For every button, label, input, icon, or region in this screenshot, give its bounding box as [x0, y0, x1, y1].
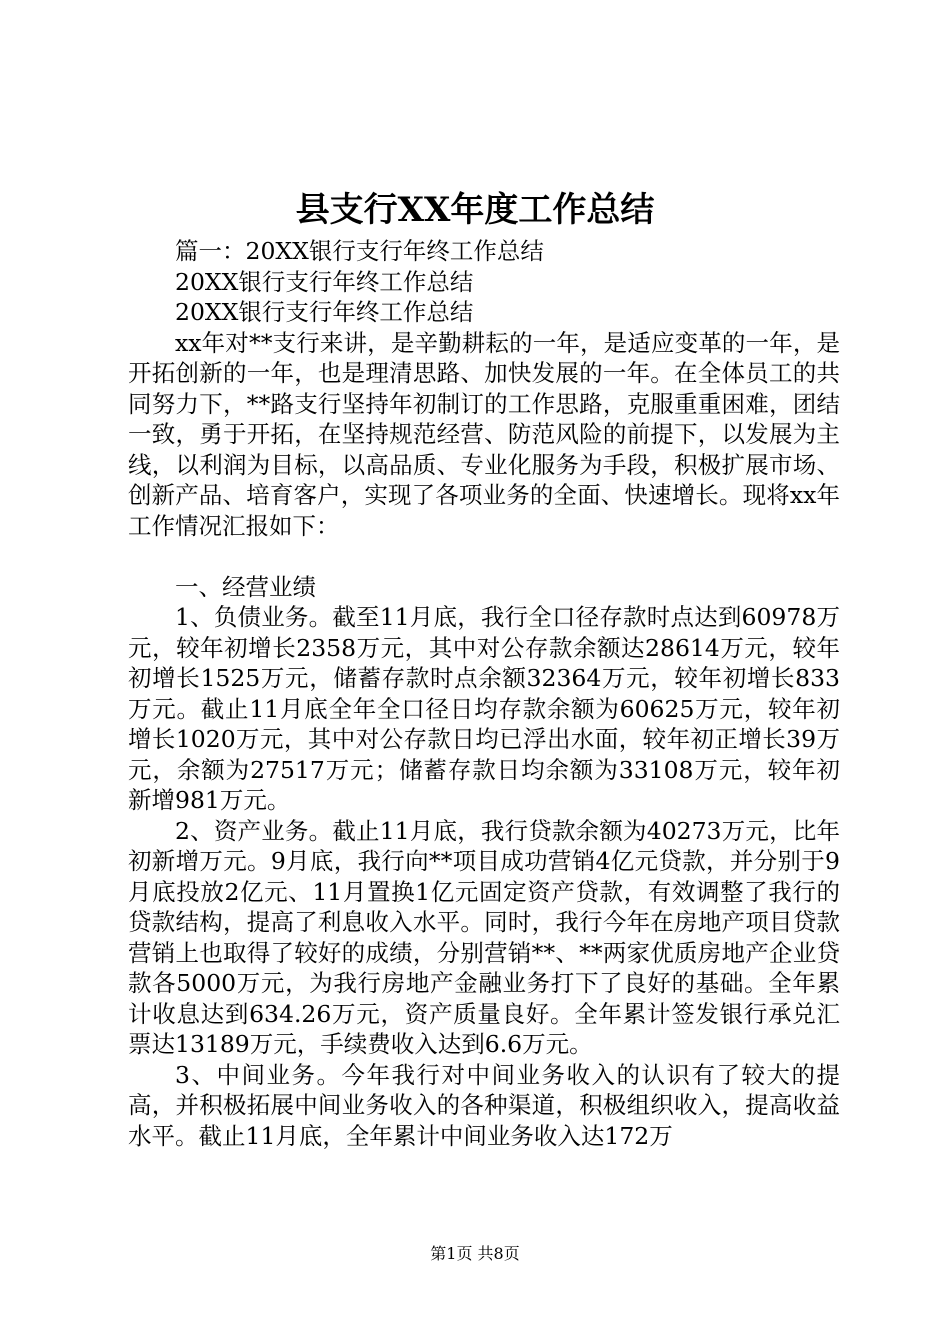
paragraph-intermediate: 3、中间业务。今年我行对中间业务收入的认识有了较大的提高，并积极拓展中间业务收入的各种渠道，积极组织收入，提高收益水平。截止11月底，全年累计中间业务收入达172万 [128, 1060, 840, 1150]
document-title: 县支行XX年度工作总结 [295, 190, 655, 230]
intro-paragraph: xx年对**支行来讲，是辛勤耕耘的一年，是适应变革的一年，是开拓创新的一年，也是理清思路、加快发展的一年。在全体员工的共同努力下，**路支行坚持年初制订的工作思路，克服重重困难，团结一致，勇于开拓，在坚持规范经营、防范风险的前提下，以发展为主线，以利润为目标，以高品质、专业化服务为手段，积极扩展市场、创新产品、培育客户，实现了各项业务的全面、快速增长。现将xx年工作情况汇报如下： [128, 328, 840, 540]
page-footer: 第1页 共8页 [430, 1244, 520, 1263]
section-heading: 一、经营业绩 [175, 572, 316, 601]
document-body [128, 236, 840, 1151]
heading-line-2: 20XX银行支行年终工作总结 [175, 267, 474, 296]
paragraph-liabilities: 1、负债业务。截至11月底，我行全口径存款时点达到60978万元，较年初增长2358万元，其中对公存款余额达28614万元，较年初增长1525万元，储蓄存款时点余额32364万元，较年初增长833万元。截止11月底全年全口径日均存款余额为60625万元，较年初增长1020万元，其中对公存款日均已浮出水面，较年初正增长39万元，余额为27517万元；储蓄存款日均余额为33108万元，较年初新增981万元。 [128, 603, 840, 814]
heading-line-3: 20XX银行支行年终工作总结 [175, 298, 474, 326]
paragraph-assets: 2、资产业务。截止11月底，我行贷款余额为40273万元，比年初新增万元。9月底，我行向**项目成功营销4亿元贷款，并分别于9月底投放2亿元、11月置换1亿元固定资产贷款，有效调整了我行的贷款结构，提高了利息收入水平。同时，我行今年在房地产项目贷款营销上也取得了较好的成绩，分别营销**、**两家优质房地产企业贷款各5000万元，为我行房地产金融业务打下了良好的基础。全年累计收息达到634.26万元，资产质量良好。全年累计签发银行承兑汇票达13189万元，手续费收入达到6.6万元。 [128, 816, 840, 1058]
heading-line-1: 篇一：20XX银行支行年终工作总结 [175, 237, 544, 265]
